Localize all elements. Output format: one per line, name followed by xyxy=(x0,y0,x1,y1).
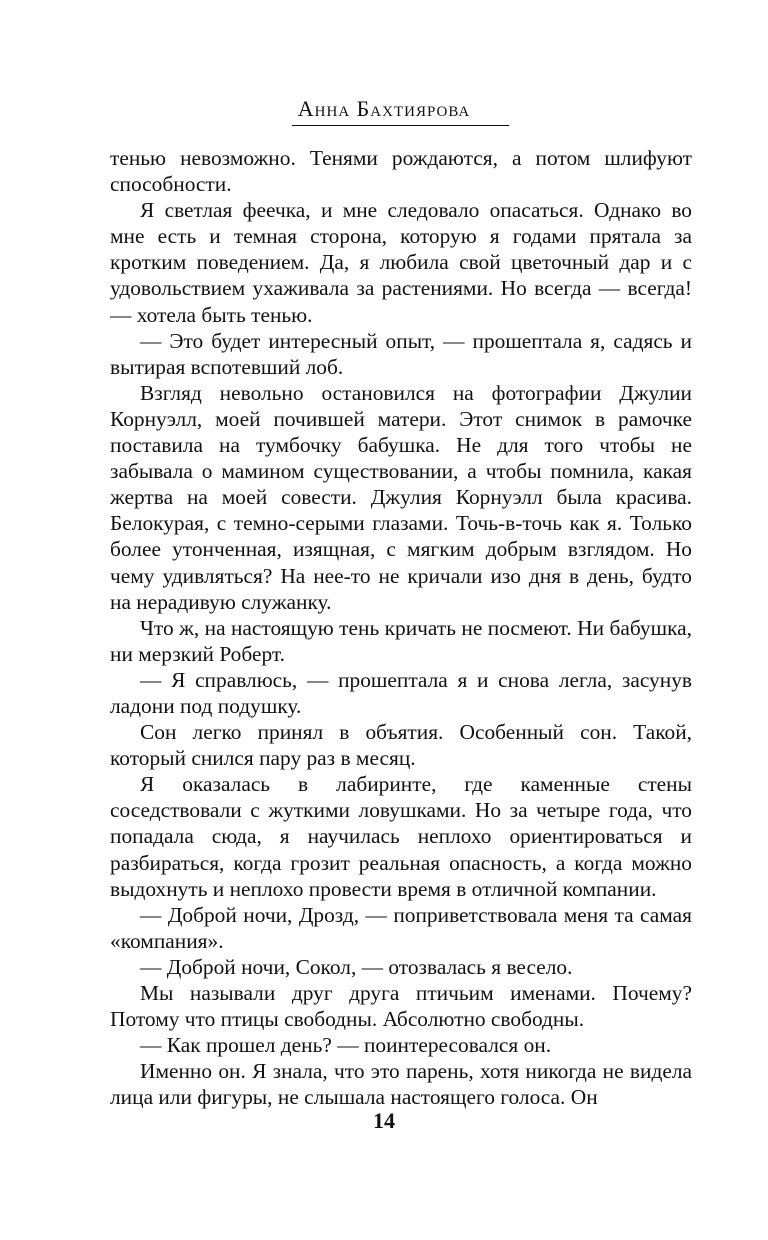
paragraph: — Доброй ночи, Дрозд, — поприветствовала меня та самая «компания». xyxy=(110,902,692,953)
paragraph: Сон легко принял в объятия. Особенный сон. Такой, который снился пару раз в месяц. xyxy=(110,720,692,771)
body-text xyxy=(110,145,692,1110)
running-head: Анна Бахтиярова xyxy=(297,96,471,121)
paragraph: — Это будет интересный опыт, — прошептала я, садясь и вытирая вспотевший лоб. xyxy=(110,328,692,379)
paragraph: Я оказалась в лабиринте, где каменные стены соседствовали с жуткими ловушками. Но за четыре года, что попадала сюда, я научилась неплохо ориентироваться и разбираться, когда грозит реальная опасность, а когда можно выдохнуть и неплохо провести время в отличной компании. xyxy=(110,772,692,901)
paragraph: Что ж, на настоящую тень кричать не посмеют. Ни бабушка, ни мерзкий Роберт. xyxy=(110,615,692,666)
paragraph: тенью невозможно. Тенями рождаются, а потом шлифуют способности. xyxy=(110,146,692,197)
paragraph: Мы называли друг друга птичьим именами. Почему? Потому что птицы свободны. Абсолютно свободны. xyxy=(110,981,692,1032)
running-head-rule xyxy=(292,125,509,126)
paragraph: Взгляд невольно остановился на фотографии Джулии Корнуэлл, моей почившей матери. Этот снимок в рамочке поставила на тумбочку бабушка. Не для того чтобы не забывала о мамином существовании, а чтобы помнила, какая жертва на моей совести. Джулия Корнуэлл была красива. Белокурая, с темно-серыми глазами. Точь-в-точь как я. Только более утонченная, изящная, с мягким добрым взглядом. Но чему удивляться? На нее-то не кричали изо дня в день, будто на нерадивую служанку. xyxy=(110,380,692,614)
paragraph: Именно он. Я знала, что это парень, хотя никогда не видела лица или фигуры, не слышала настоящего голоса. Он xyxy=(110,1059,692,1110)
paragraph: — Я справлюсь, — прошептала я и снова легла, засунув ладони под подушку. xyxy=(110,667,692,718)
paragraph: — Доброй ночи, Сокол, — отозвалась я весело. xyxy=(140,954,573,979)
paragraph: Я светлая феечка, и мне следовало опасаться. Однако во мне есть и темная сторона, которую я годами прятала за кротким поведением. Да, я любила свой цветочный дар и с удовольствием ухаживала за растениями. Но всегда — всегда! — хотела быть тенью. xyxy=(110,198,692,327)
paragraph: — Как прошел день? — поинтересовался он. xyxy=(140,1033,552,1058)
page-number: 14 xyxy=(373,1108,395,1133)
